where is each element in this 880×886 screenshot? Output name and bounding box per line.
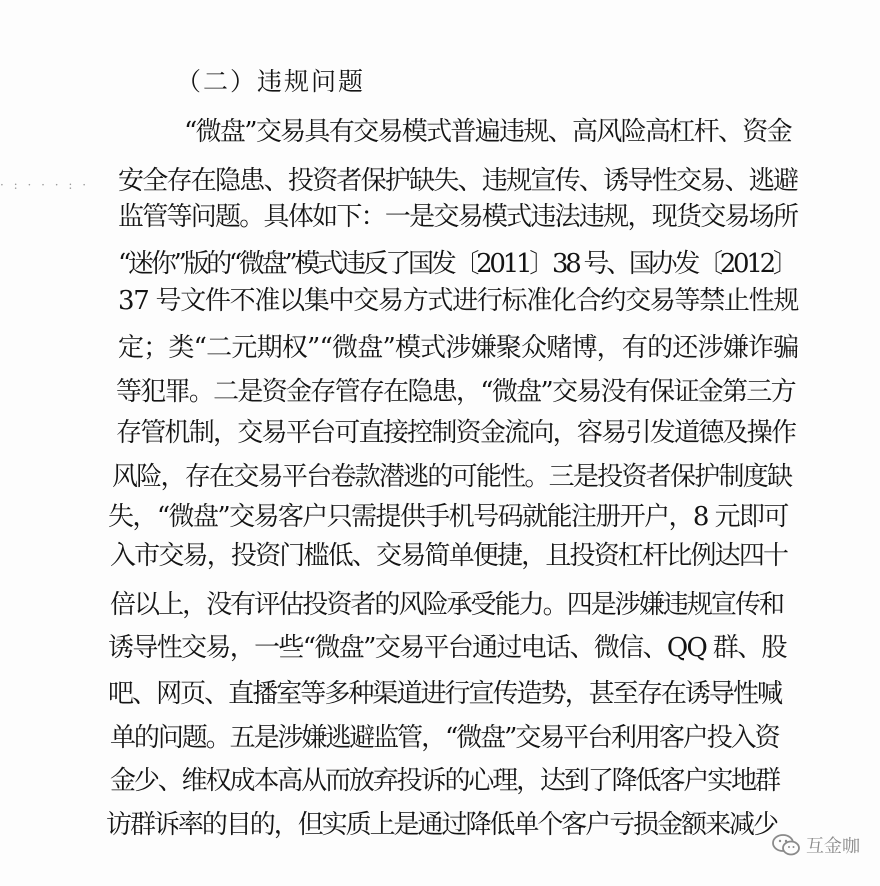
- text-line-16: 金少、维权成本高从而放弃投诉的心理，达到了降低客户实地群: [110, 766, 779, 796]
- text-line-8: 存管机制，交易平台可直接控制资金流向，容易引发道德及操作: [116, 418, 796, 448]
- text-line-17: 访群诉率的目的，但实质上是通过降低单个客户亏损金额来减少: [106, 810, 777, 840]
- text-line-2: 安全存在隐患、投资者保护缺失、违规宣传、诱导性交易、逃避: [118, 166, 798, 196]
- text-line-11: 入市交易，投资门槛低、交易简单便捷，且投资杠杆比例达四十: [110, 541, 788, 571]
- text-line-14: 吧、网页、直播室等多种渠道进行宣传造势，甚至存在诱导性喊: [108, 679, 782, 709]
- text-line-1: “微盘”交易具有交易模式普遍违规、高风险高杠杆、资金: [184, 117, 791, 147]
- text-line-15: 单的问题。五是涉嫌逃避监管，“微盘”交易平台利用客户投入资: [110, 723, 779, 753]
- text-line-18-cut: [106, 848, 406, 886]
- wechat-logo-icon: [772, 833, 800, 857]
- text-line-6: 定；类“二元期权”“微盘”模式涉嫌聚众赌博，有的还涉嫌诈骗: [118, 333, 799, 363]
- text-line-3: 监管等问题。具体如下：一是交易模式违法违规，现货交易场所: [118, 202, 798, 232]
- text-line-10: 失，“微盘”交易客户只需提供手机号码就能注册开户，8 元即可: [108, 502, 788, 532]
- text-line-9: 风险，存在交易平台卷款潜逃的可能性。三是投资者保护制度缺: [112, 462, 792, 492]
- text-line-7: 等犯罪。二是资金存管存在隐患，“微盘”交易没有保证金第三方: [116, 377, 795, 407]
- watermark-text: 互金咖: [806, 836, 860, 857]
- section-heading: （二）违规问题: [176, 67, 366, 96]
- text-line-13: 诱导性交易，一些“微盘”交易平台通过电话、微信、QQ 群、股: [108, 633, 786, 663]
- text-line-4: “迷你”版的“微盘”模式违反了国发〔2011〕38 号、国办发〔2012〕: [118, 249, 796, 279]
- scan-noise: · : · · · : ·: [0, 178, 90, 192]
- text-line-12: 倍以上，没有评估投资者的风险承受能力。四是涉嫌违规宣传和: [110, 590, 784, 620]
- watermark: [772, 832, 860, 858]
- text-line-5: 37 号文件不准以集中交易方式进行标准化合约交易等禁止性规: [118, 286, 799, 316]
